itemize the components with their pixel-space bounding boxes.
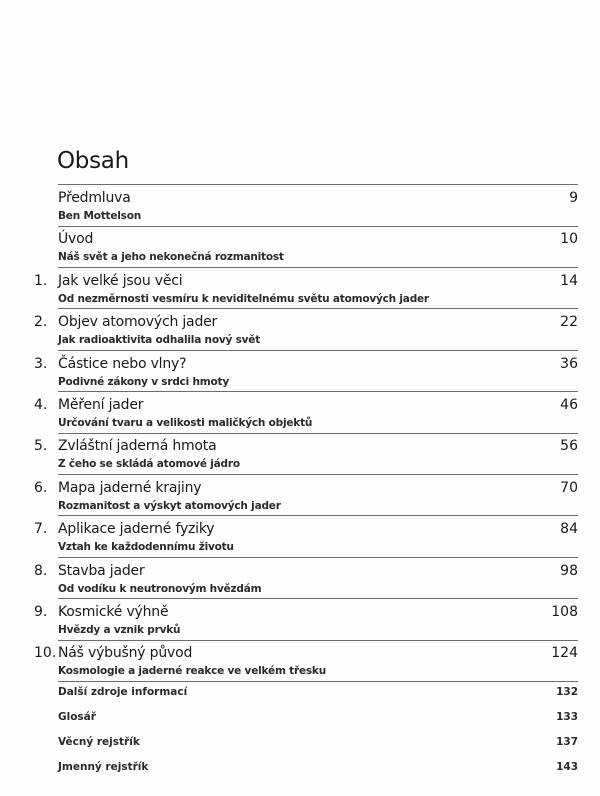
page-number: 133: [556, 711, 578, 723]
back-matter-entry[interactable]: [0, 761, 600, 781]
chapter-subtitle: Hvězdy a vznik prvků: [58, 624, 181, 636]
chapter-subtitle: Vztah ke každodennímu životu: [58, 541, 234, 554]
chapter-title[interactable]: Aplikace jaderné fyziky: [58, 521, 215, 538]
chapter-title[interactable]: Kosmické výhně: [58, 604, 169, 620]
page-number: 84: [560, 521, 578, 538]
chapter-number: 4.: [34, 397, 48, 413]
divider: [58, 308, 578, 309]
page-number: 56: [560, 438, 578, 455]
chapter-title[interactable]: Měření jader: [58, 397, 144, 413]
chapter-subtitle: Jak radioaktivita odhalila nový svět: [58, 334, 261, 347]
page-number: 143: [556, 761, 578, 773]
page-number: 10: [560, 231, 578, 248]
chapter-number: 2.: [34, 314, 48, 331]
divider: [58, 433, 578, 434]
chapter-title[interactable]: Úvod: [58, 231, 94, 248]
chapter-number: 3.: [34, 355, 48, 372]
page-title: Obsah: [57, 148, 129, 174]
divider: [58, 474, 578, 475]
chapter-title[interactable]: Předmluva: [58, 190, 131, 206]
chapter-number: 1.: [34, 272, 48, 289]
chapter-number: 7.: [34, 521, 48, 538]
divider: [58, 681, 578, 682]
chapter-title[interactable]: Náš výbušný původ: [58, 645, 193, 662]
back-matter-entry[interactable]: [0, 711, 600, 731]
divider: [58, 557, 578, 558]
back-matter-title[interactable]: Glosář: [58, 711, 96, 723]
chapter-title[interactable]: Mapa jaderné krajiny: [58, 479, 202, 496]
chapter-subtitle: Podivné zákony v srdci hmoty: [58, 375, 230, 388]
chapter-subtitle: Z čeho se skládá atomové jádro: [58, 458, 240, 471]
chapter-number: 6.: [34, 479, 48, 496]
page-number: 46: [560, 397, 578, 413]
chapter-subtitle: Od nezměrnosti vesmíru k neviditelnému světu atomových jader: [58, 292, 429, 305]
divider: [58, 267, 578, 268]
chapter-subtitle: Určování tvaru a velikosti maličkých objektů: [58, 417, 313, 429]
chapter-title[interactable]: Stavba jader: [58, 562, 145, 579]
page-number: 137: [556, 736, 578, 748]
divider: [58, 391, 578, 392]
page-number: 9: [569, 190, 578, 206]
back-matter-title[interactable]: Jmenný rejstřík: [58, 761, 149, 773]
chapter-number: 10.: [34, 645, 57, 662]
chapter-subtitle: Kosmologie a jaderné reakce ve velkém třesku: [58, 665, 326, 678]
page-number: 124: [551, 645, 578, 662]
divider: [58, 598, 578, 599]
page-number: 70: [560, 479, 578, 496]
page-number: 14: [560, 272, 578, 289]
chapter-subtitle: Náš svět a jeho nekonečná rozmanitost: [58, 251, 284, 264]
chapter-number: 5.: [34, 438, 48, 455]
chapter-title[interactable]: Objev atomových jader: [58, 314, 218, 331]
chapter-subtitle: Od vodíku k neutronovým hvězdám: [58, 582, 262, 595]
divider: [58, 184, 578, 185]
back-matter-entry[interactable]: [0, 686, 600, 706]
page-number: 36: [560, 355, 578, 372]
divider: [58, 640, 578, 641]
chapter-number: 8.: [34, 562, 48, 579]
chapter-title[interactable]: Jak velké jsou věci: [58, 272, 183, 289]
divider: [58, 226, 578, 227]
back-matter-entry[interactable]: [0, 736, 600, 756]
page-number: 108: [551, 604, 578, 620]
page-number: 22: [560, 314, 578, 331]
divider: [58, 515, 578, 516]
chapter-title[interactable]: Částice nebo vlny?: [58, 355, 187, 372]
chapter-subtitle: Rozmanitost a výskyt atomových jader: [58, 499, 281, 512]
divider: [58, 350, 578, 351]
page-number: 132: [556, 686, 578, 698]
chapter-subtitle: Ben Mottelson: [58, 210, 142, 222]
chapter-number: 9.: [34, 604, 48, 620]
back-matter-title[interactable]: Další zdroje informací: [58, 686, 188, 698]
chapter-title[interactable]: Zvláštní jaderná hmota: [58, 438, 217, 455]
back-matter-title[interactable]: Věcný rejstřík: [58, 736, 140, 748]
page-number: 98: [560, 562, 578, 579]
